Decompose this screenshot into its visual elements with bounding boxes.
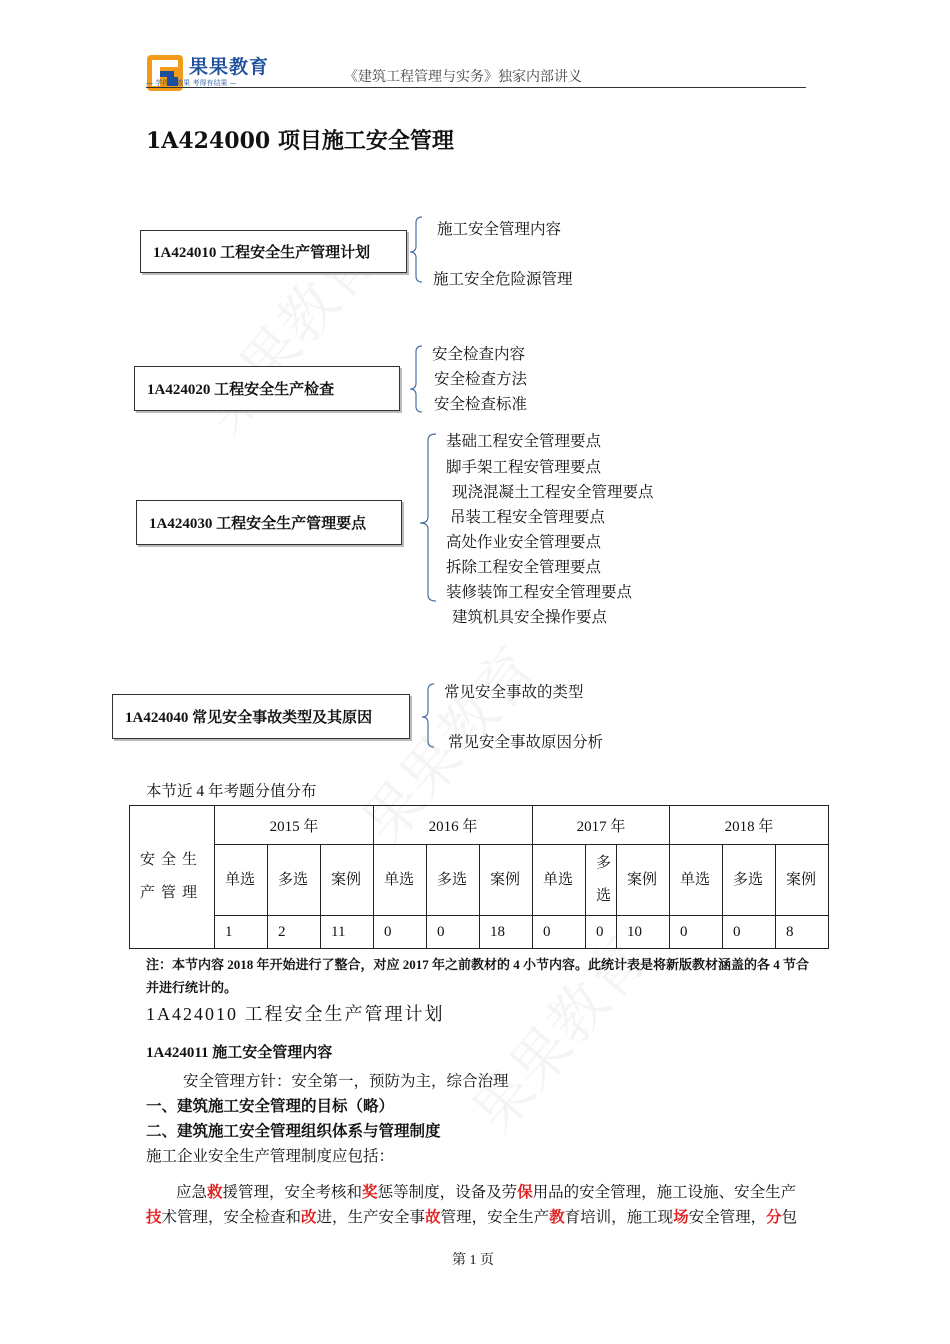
outline-item: 施工安全危险源管理 [433, 271, 573, 288]
value-cell: 1 [215, 916, 268, 949]
value-cell: 10 [617, 916, 670, 949]
subhead-case: 案例 [480, 845, 533, 916]
keyword-highlight: 教 [549, 1209, 565, 1226]
value-cell: 0 [586, 916, 617, 949]
paragraph-line-2 [146, 1205, 797, 1227]
outline-box-1424020: 1A424020 工程安全生产检查 [134, 366, 400, 411]
subhead-single: 单选 [374, 845, 427, 916]
value-cell: 18 [480, 916, 533, 949]
subhead-multi: 多选 [586, 845, 617, 916]
subhead-case: 案例 [617, 845, 670, 916]
paragraph-line-1 [176, 1180, 796, 1202]
outline-item: 常见安全事故的类型 [444, 684, 584, 701]
paragraph-text: 术管理，安全检查和 [161, 1209, 302, 1226]
year-header: 2015 年 [215, 806, 374, 845]
outline-item: 安全检查内容 [432, 346, 526, 363]
subhead-multi: 多选 [723, 845, 776, 916]
paragraph-text: 应急 [176, 1184, 208, 1201]
value-cell: 0 [723, 916, 776, 949]
header-subtitle: 《建筑工程管理与实务》独家内部讲义 [344, 70, 582, 85]
paragraph-text: 包 [781, 1209, 798, 1226]
outline-item: 施工安全管理内容 [437, 221, 562, 238]
subhead-case: 案例 [321, 845, 374, 916]
subhead-case: 案例 [776, 845, 829, 916]
outline-item: 脚手架工程安管理要点 [446, 459, 602, 476]
keyword-highlight: 场 [673, 1209, 689, 1226]
year-header: 2016 年 [374, 806, 533, 845]
paragraph-text: 育培训，施工现 [564, 1209, 674, 1226]
paragraph-text: 管理，安全生产 [440, 1209, 550, 1226]
outline-item: 装修装饰工程安全管理要点 [446, 584, 633, 601]
outline-item: 安全检查标准 [434, 396, 528, 413]
page-footer: 第 1 页 [452, 1253, 494, 1268]
keyword-highlight: 保 [517, 1184, 533, 1201]
outline-item: 建筑机具安全操作要点 [452, 609, 608, 626]
keyword-highlight: 故 [425, 1209, 441, 1226]
section-title: 1A424010 工程安全生产管理计划 [146, 1004, 445, 1024]
outline-item: 基础工程安全管理要点 [446, 433, 602, 450]
keyword-highlight: 救 [207, 1184, 223, 1201]
keyword-highlight: 奖 [362, 1184, 378, 1201]
outline-box-1424010: 1A424010 工程安全生产管理计划 [140, 230, 407, 273]
paragraph-text: 惩等制度，设备及劳 [377, 1184, 518, 1201]
value-cell: 0 [374, 916, 427, 949]
subsection-title: 1A424011 施工安全管理内容 [146, 1045, 333, 1061]
subhead-multi: 多选 [427, 845, 480, 916]
heading-2: 二、建筑施工安全管理组织体系与管理制度 [146, 1123, 441, 1140]
value-cell: 0 [427, 916, 480, 949]
outline-item: 常见安全事故原因分析 [448, 734, 604, 751]
outline-item: 现浇混凝土工程安全管理要点 [452, 484, 654, 501]
table-row-header: 安全生产管理 [130, 806, 215, 949]
outline-item: 吊装工程安全管理要点 [450, 509, 606, 526]
value-cell: 11 [321, 916, 374, 949]
subhead-single: 单选 [533, 845, 586, 916]
page-title: 1A424000 项目施工安全管理 [146, 128, 454, 154]
keyword-highlight: 改 [301, 1209, 317, 1226]
outline-item: 高处作业安全管理要点 [446, 534, 602, 551]
outline-item: 安全检查方法 [434, 371, 528, 388]
paragraph-text: 进，生产安全事 [316, 1209, 426, 1226]
year-header: 2018 年 [670, 806, 829, 845]
table-note: 注：本节内容 2018 年开始进行了整合，对应 2017 年之前教材的 4 小节内容。此统计表是将新版教材涵盖的各 4 节合并进行统计的。 [146, 957, 810, 995]
paragraph-text: 援管理，安全考核和 [222, 1184, 363, 1201]
keyword-highlight: 技 [146, 1209, 162, 1226]
value-cell: 2 [268, 916, 321, 949]
outline-box-1424030: 1A424030 工程安全生产管理要点 [136, 500, 402, 545]
table-caption: 本节近 4 年考题分值分布 [146, 783, 317, 800]
intro-text: 施工企业安全生产管理制度应包括： [146, 1148, 395, 1165]
subhead-single: 单选 [215, 845, 268, 916]
outline-box-1424040: 1A424040 常见安全事故类型及其原因 [112, 694, 410, 739]
year-header: 2017 年 [533, 806, 670, 845]
paragraph-text: 安全管理， [688, 1209, 767, 1226]
logo-text: 果果教育 [189, 56, 270, 78]
score-distribution-table [129, 805, 829, 949]
heading-1: 一、建筑施工安全管理的目标（略） [146, 1098, 395, 1115]
policy-text: 安全管理方针：安全第一，预防为主，综合治理 [183, 1073, 509, 1090]
logo-slogan: — 学得有效果 考得有结果 — [146, 79, 237, 87]
keyword-highlight: 分 [766, 1209, 782, 1226]
subhead-multi: 多选 [268, 845, 321, 916]
value-cell: 0 [533, 916, 586, 949]
value-cell: 8 [776, 916, 829, 949]
outline-item: 拆除工程安全管理要点 [446, 559, 602, 576]
subhead-single: 单选 [670, 845, 723, 916]
value-cell: 0 [670, 916, 723, 949]
paragraph-text: 用品的安全管理，施工设施、安全生产 [532, 1184, 797, 1201]
watermark [449, 916, 662, 1148]
